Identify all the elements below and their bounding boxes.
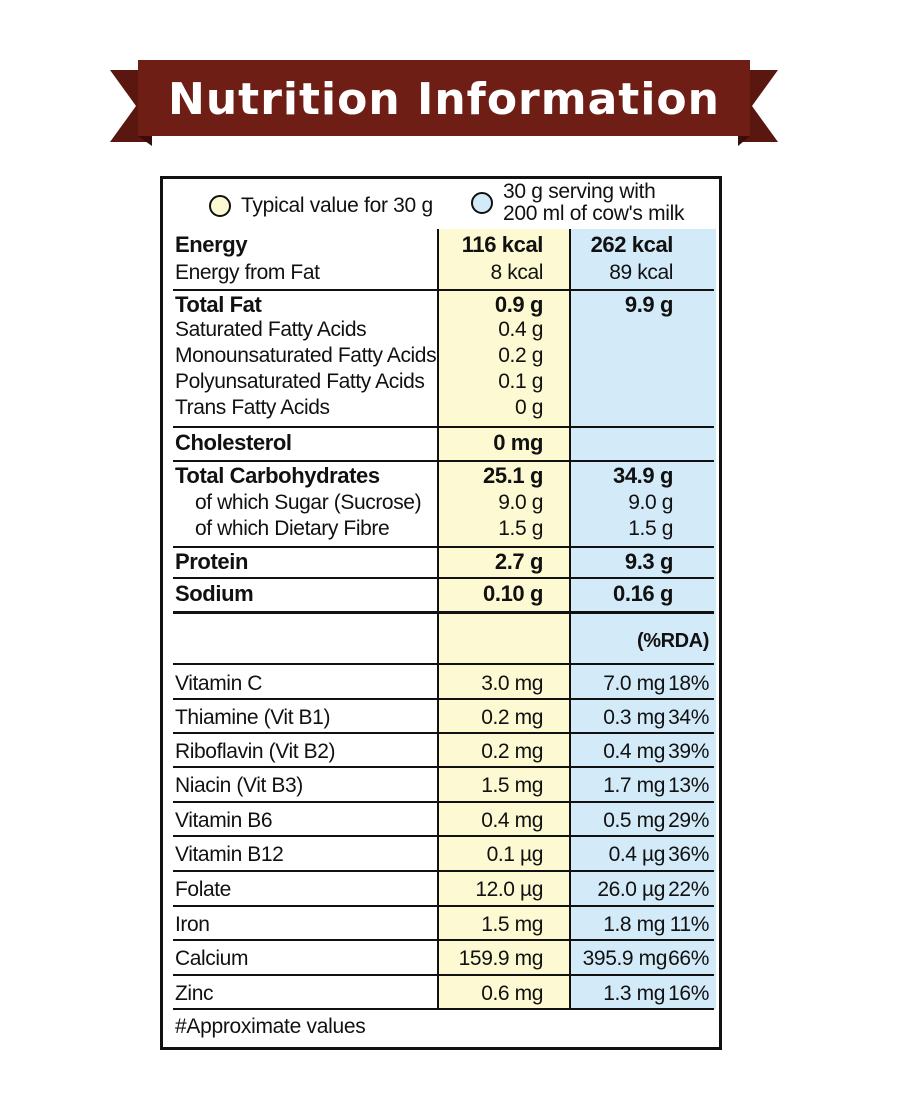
vitamin-value-milk: 0.4 mg <box>603 740 665 763</box>
footnote: #Approximate values <box>175 1015 366 1038</box>
vitamin-value-milk: 7.0 mg <box>603 672 665 695</box>
vitamin-label: Vitamin C <box>175 672 263 695</box>
vitamin-value-30g: 0.1 µg <box>486 843 543 866</box>
sat-fat-label: Saturated Fatty Acids <box>175 318 367 341</box>
fibre-label: of which Dietary Fibre <box>195 517 390 540</box>
protein-value-milk: 9.3 g <box>624 549 673 574</box>
energy-label: Energy <box>175 232 248 257</box>
vitamin-value-30g: 0.2 mg <box>481 740 543 763</box>
vitamin-value-milk: 1.7 mg <box>603 774 665 797</box>
carbs-value-30g: 25.1 g <box>483 463 543 488</box>
total-fat-value-30g: 0.9 g <box>494 292 543 317</box>
vitamin-value-milk: 1.3 mg <box>603 982 665 1005</box>
divider-line <box>173 1008 714 1010</box>
legend-col1 <box>209 194 433 218</box>
divider-line <box>173 905 714 907</box>
sugar-label: of which Sugar (Sucrose) <box>195 491 422 514</box>
vitamin-label: Zinc <box>175 982 214 1005</box>
vitamin-label: Thiamine (Vit B1) <box>175 706 331 729</box>
vitamin-value-30g: 0.6 mg <box>481 982 543 1005</box>
cholesterol-value-30g: 0 mg <box>493 430 543 455</box>
vitamin-label: Calcium <box>175 947 249 970</box>
vitamin-value-milk: 1.8 mg <box>603 913 665 936</box>
poly-fat-label: Polyunsaturated Fatty Acids <box>175 370 425 393</box>
vitamin-value-30g: 1.5 mg <box>481 913 543 936</box>
cholesterol-label: Cholesterol <box>175 430 292 455</box>
vitamin-label: Niacin (Vit B3) <box>175 774 303 797</box>
poly-fat-value-30g: 0.1 g <box>498 370 543 393</box>
divider-line <box>173 426 714 428</box>
carbs-label: Total Carbohydrates <box>175 463 380 488</box>
rda-header: (%RDA) <box>636 630 709 652</box>
sugar-value-milk: 9.0 g <box>628 491 673 514</box>
page-title: Nutrition Information <box>168 73 720 125</box>
vitamin-value-30g: 0.2 mg <box>481 706 543 729</box>
legend-col1-label: Typical value for 30 g <box>241 194 433 217</box>
divider-line <box>173 698 714 700</box>
sodium-value-milk: 0.16 g <box>613 581 673 606</box>
legend-col2 <box>471 181 684 225</box>
divider-line <box>173 766 714 768</box>
fibre-value-30g: 1.5 g <box>498 517 543 540</box>
vitamin-value-30g: 1.5 mg <box>481 774 543 797</box>
carbs-value-milk: 34.9 g <box>613 463 673 488</box>
vitamin-label: Folate <box>175 878 231 901</box>
vitamin-rda-percent: 11% <box>669 913 709 936</box>
nutrition-panel <box>160 176 722 1050</box>
vitamin-value-30g: 3.0 mg <box>481 672 543 695</box>
legend-col2-line1: 30 g serving with <box>503 180 656 203</box>
trans-fat-value-30g: 0 g <box>515 396 543 419</box>
divider-line <box>173 460 714 462</box>
divider-line <box>173 663 714 665</box>
divider-line <box>173 577 714 579</box>
vitamin-rda-percent: 22% <box>668 878 709 901</box>
sugar-value-30g: 9.0 g <box>498 491 543 514</box>
vitamin-value-30g: 12.0 µg <box>475 878 543 901</box>
energy-value-milk: 262 kcal <box>590 232 673 257</box>
sodium-value-30g: 0.10 g <box>483 581 543 606</box>
vitamin-rda-percent: 66% <box>668 947 709 970</box>
protein-label: Protein <box>175 549 248 574</box>
divider-line <box>173 611 714 614</box>
yellow-circle-icon <box>209 195 231 217</box>
vitamin-rda-percent: 18% <box>668 672 709 695</box>
vitamin-value-milk: 395.9 mg <box>582 947 667 970</box>
fibre-value-milk: 1.5 g <box>628 517 673 540</box>
vitamin-label: Riboflavin (Vit B2) <box>175 740 336 763</box>
vitamin-rda-percent: 36% <box>668 843 709 866</box>
divider-line <box>173 835 714 837</box>
vitamin-rda-percent: 39% <box>668 740 709 763</box>
total-fat-value-milk: 9.9 g <box>624 292 673 317</box>
divider-line <box>173 289 714 291</box>
energy-fat-value-30g: 8 kcal <box>490 261 543 284</box>
title-banner <box>0 0 900 160</box>
divider-line <box>173 939 714 941</box>
mono-fat-label: Monounsaturated Fatty Acids <box>175 344 437 367</box>
vitamin-rda-percent: 13% <box>668 774 709 797</box>
vitamin-label: Vitamin B6 <box>175 809 273 832</box>
energy-value-30g: 116 kcal <box>461 232 543 257</box>
vitamin-label: Vitamin B12 <box>175 843 284 866</box>
vitamin-value-30g: 0.4 mg <box>481 809 543 832</box>
energy-fat-value-milk: 89 kcal <box>609 261 673 284</box>
energy-fat-label: Energy from Fat <box>175 261 320 284</box>
legend-col2-line2: 200 ml of cow's milk <box>503 202 685 225</box>
sat-fat-value-30g: 0.4 g <box>498 318 543 341</box>
mono-fat-value-30g: 0.2 g <box>498 344 543 367</box>
divider-line <box>173 546 714 548</box>
vitamin-rda-percent: 29% <box>668 809 709 832</box>
vitamin-value-milk: 0.3 mg <box>603 706 665 729</box>
vitamin-value-milk: 26.0 µg <box>597 878 665 901</box>
protein-value-30g: 2.7 g <box>494 549 543 574</box>
divider-line <box>173 974 714 976</box>
sodium-label: Sodium <box>175 581 254 606</box>
vitamin-value-milk: 0.5 mg <box>603 809 665 832</box>
total-fat-label: Total Fat <box>175 292 262 317</box>
divider-line <box>173 801 714 803</box>
vitamin-value-30g: 159.9 mg <box>458 947 543 970</box>
divider-line <box>173 870 714 872</box>
divider-line <box>173 732 714 734</box>
vitamin-value-milk: 0.4 µg <box>608 843 665 866</box>
vitamin-label: Iron <box>175 913 210 936</box>
vitamin-rda-percent: 34% <box>668 706 709 729</box>
trans-fat-label: Trans Fatty Acids <box>175 396 330 419</box>
vitamin-rda-percent: 16% <box>668 982 709 1005</box>
blue-circle-icon <box>471 192 493 214</box>
